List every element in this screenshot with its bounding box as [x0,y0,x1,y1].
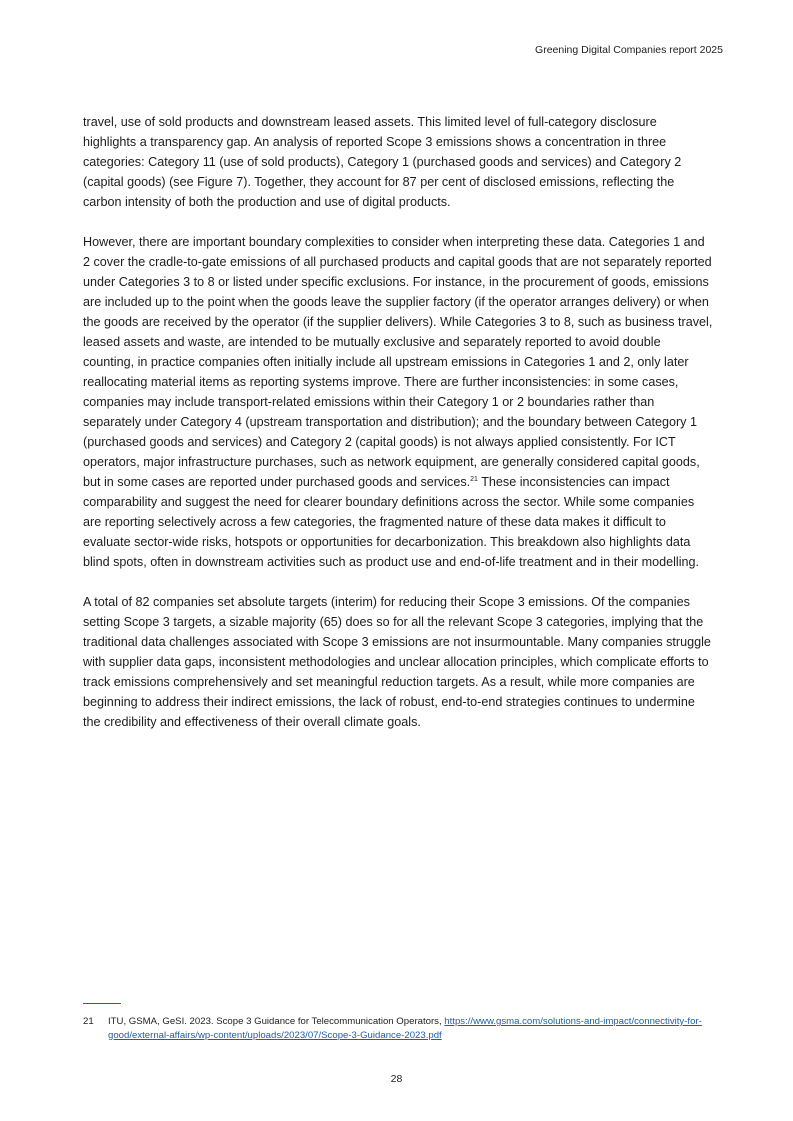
footnote-number: 21 [83,1016,94,1027]
paragraph-2-text-a: However, there are important boundary complexities to consider when interpreting these data. Categories 1 and 2 cover the cradle-to-gate emissions of all purchased products and capital goods that are not separately reported under Categories 3 to 8 or listed under specific exclusions. For instance, in the procurement of goods, emissions are included up to the point when the goods leave the supplier factory (if the operator arranges delivery) or when the goods are received by the operator (if the supplier delivers). While Categories 3 to 8, such as business travel, leased assets and waste, are intended to be mutually exclusive and separately reported to avoid double counting, in practice companies often initially include all upstream emissions in Categories 1 and 2, only later reallocating material items as reporting systems improve. There are further inconsistencies: in some cases, companies may include transport-related emissions within their Category 1 or 2 boundaries rather than separately under Category 4 (upstream transportation and distribution); and the boundary between Category 1 (purchased goods and services) and Category 2 (capital goods) is not always applied consistently. For ICT operators, major infrastructure purchases, such as network equipment, are generally considered capital goods, but in some cases are reported under purchased goods and services. [83,235,713,489]
paragraph-1: travel, use of sold products and downstream leased assets. This limited level of full-category disclosure highlights a transparency gap. An analysis of reported Scope 3 emissions shows a concentration in three categories: Category 11 (use of sold products), Category 1 (purchased goods and services) and Category 2 (capital goods) (see Figure 7). Together, they account for 87 per cent of disclosed emissions, reflecting the carbon intensity of both the production and use of digital products. [83,115,682,209]
running-header: Greening Digital Companies report 2025 [535,44,723,56]
footnote-reference[interactable]: 21 [470,475,478,483]
paragraph-3: A total of 82 companies set absolute targets (interim) for reducing their Scope 3 emissions. Of the companies setting Scope 3 targets, a sizable majority (65) does so for all the relevant Scope 3 categories, implying that the traditional data challenges associated with Scope 3 emissions are not insurmountable. Many companies struggle with supplier data gaps, inconsistent methodologies and unclear allocation principles, which complicate efforts to track emissions comprehensively and set meaningful reduction targets. As a result, while more companies are beginning to address their indirect emissions, the lack of robust, end-to-end strategies continues to undermine the credibility and effectiveness of their overall climate goals. [83,595,711,729]
paragraph-2-text-b: These inconsistencies can impact comparability and suggest the need for clearer boundary definitions across the sector. While some companies are reporting selectively across a few categories, the fragmented nature of these data makes it difficult to evaluate sector-wide risks, hotspots or opportunities for decarbonization. This breakdown also highlights data blind spots, often in downstream activities such as product use and end-of-life treatment and in their modelling. [83,475,700,569]
footnote-divider [83,1003,121,1004]
body-text [83,112,713,752]
footnote [83,1015,713,1042]
footnote-text: ITU, GSMA, GeSI. 2023. Scope 3 Guidance for Telecommunication Operators, [108,1016,445,1027]
footnote-body [108,1015,713,1042]
footnote-link[interactable]: https://www.gsma.com/solutions-and-impact/connectivity-for-good/external-affairs/wp-content/uploads/2023/07/Scope-3-Guidance-2023.pdf [108,1016,702,1041]
paragraph-2 [83,232,713,572]
page-number: 28 [390,1073,403,1085]
